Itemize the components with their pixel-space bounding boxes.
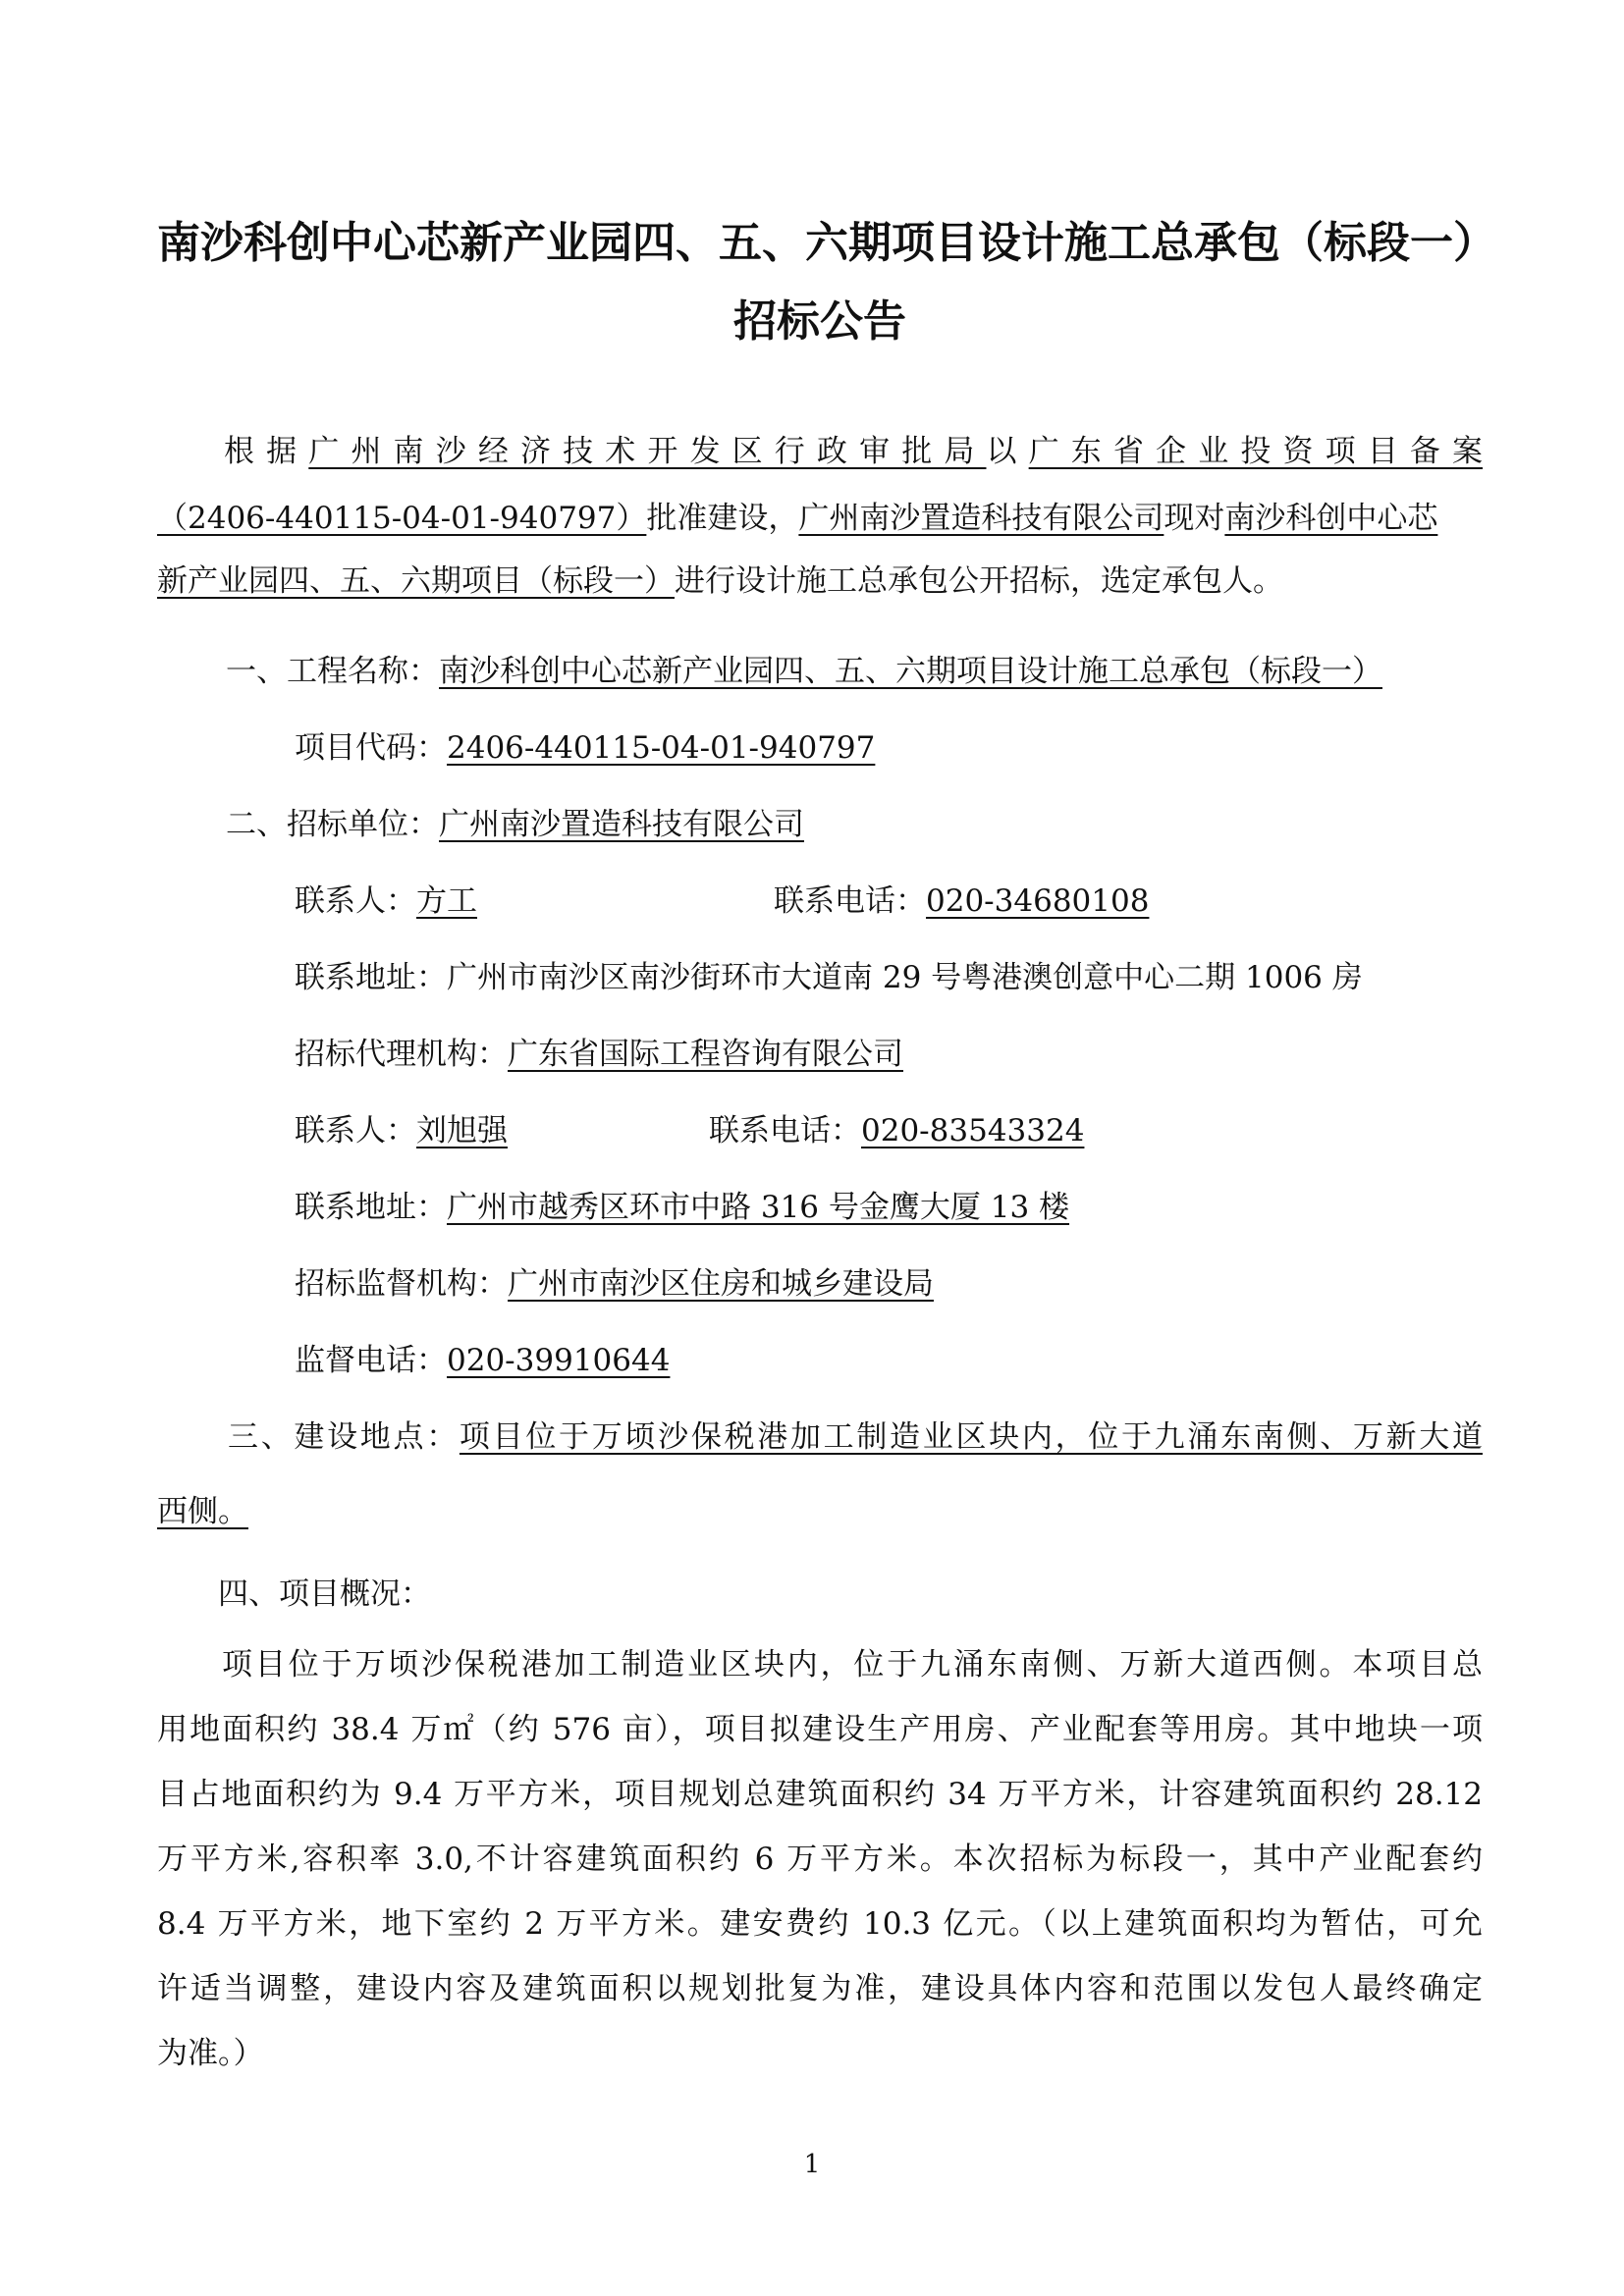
document-title-line-1: 南沙科创中心芯新产业园四、五、六期项目设计施工总承包（标段一） bbox=[157, 218, 1496, 268]
intro-text-3: 批准建设， bbox=[646, 501, 799, 536]
section-3-location-line-1 bbox=[157, 1417, 1483, 1457]
intro-text-5: 进行设计施工总承包公开招标，选定承包人。 bbox=[675, 563, 1283, 599]
agency-label: 招标代理机构： bbox=[295, 1037, 508, 1072]
address-value: 广州市南沙区南沙街环市大道南 29 号粤港澳创意中心二期 1006 房 bbox=[447, 960, 1363, 995]
overview-line-6: 许适当调整，建设内容及建筑面积以规划批复为准，建设具体内容和范围以发包人最终确定 bbox=[157, 1971, 1483, 2006]
tenderer-value: 广州南沙置造科技有限公司 bbox=[439, 807, 804, 842]
approval-document: 广东省企业投资项目备案 bbox=[1028, 434, 1484, 469]
project-name-value: 南沙科创中心芯新产业园四、五、六期项目设计施工总承包（标段一） bbox=[439, 654, 1382, 689]
overview-line-1: 项目位于万顷沙保税港加工制造业区块内，位于九涌东南侧、万新大道西侧。本项目总 bbox=[222, 1647, 1483, 1682]
tenderer-phone-row bbox=[774, 881, 1461, 921]
project-name-part-1: 南沙科创中心芯 bbox=[1224, 501, 1438, 536]
supervisor-phone-value: 020-39910644 bbox=[447, 1343, 671, 1378]
overview-line-3: 目占地面积约为 9.4 万平方米，项目规划总建筑面积约 34 万平方米，计容建筑面积约 28.12 bbox=[157, 1777, 1483, 1812]
section-1-project-name bbox=[157, 652, 1551, 691]
address-label: 联系地址： bbox=[295, 960, 447, 995]
agency-phone-label: 联系电话： bbox=[709, 1113, 861, 1148]
section-1-label: 一、工程名称： bbox=[226, 654, 439, 689]
supervisor-label: 招标监督机构： bbox=[295, 1266, 508, 1302]
section-3-label: 三、建设地点： bbox=[228, 1419, 460, 1455]
owner-company: 广州南沙置造科技有限公司 bbox=[798, 501, 1164, 536]
phone-value: 020-34680108 bbox=[926, 883, 1150, 919]
agency-phone-row bbox=[709, 1111, 1455, 1150]
agency-address-value: 广州市越秀区环市中路 316 号金鹰大厦 13 楼 bbox=[447, 1190, 1070, 1225]
supervisor-phone-row bbox=[157, 1341, 1620, 1380]
project-code-value: 2406-440115-04-01-940797 bbox=[447, 730, 876, 766]
agency-phone-value: 020-83543324 bbox=[861, 1113, 1085, 1148]
section-4-heading bbox=[157, 1575, 1543, 1614]
agency-value: 广东省国际工程咨询有限公司 bbox=[508, 1037, 903, 1072]
section-2-label: 二、招标单位： bbox=[226, 807, 439, 842]
overview-line-4: 万平方米,容积率 3.0,不计容建筑面积约 6 万平方米。本次招标为标段一，其中产业配套约 bbox=[157, 1842, 1483, 1877]
document-title-line-2: 招标公告 bbox=[733, 296, 906, 347]
supervisor-phone-label: 监督电话： bbox=[295, 1343, 447, 1378]
section-3-location-line-2 bbox=[157, 1492, 1483, 1531]
overview-line-5: 8.4 万平方米，地下室约 2 万平方米。建安费约 10.3 亿元。（以上建筑面积均为暂估，可允 bbox=[157, 1906, 1483, 1942]
overview-line-2: 用地面积约 38.4 万㎡（约 576 亩），项目拟建设生产用房、产业配套等用房。其中地块一项 bbox=[157, 1712, 1483, 1747]
intro-line-1 bbox=[157, 432, 1483, 471]
intro-line-3 bbox=[157, 561, 1483, 601]
agency-address-label: 联系地址： bbox=[295, 1190, 447, 1225]
location-value-line-2: 西侧。 bbox=[157, 1494, 248, 1529]
agency-row bbox=[157, 1035, 1620, 1074]
contact-label: 联系人： bbox=[295, 883, 416, 919]
intro-text-1: 根据 bbox=[224, 434, 309, 469]
overview-line-7: 为准。） bbox=[157, 2036, 264, 2071]
intro-text-2: 以 bbox=[986, 434, 1029, 469]
page-number: 1 bbox=[803, 2150, 821, 2179]
project-code-label: 项目代码： bbox=[295, 730, 447, 766]
approval-code: （2406-440115-04-01-940797） bbox=[157, 501, 647, 536]
intro-line-2 bbox=[157, 499, 1483, 538]
contact-value: 方工 bbox=[416, 883, 477, 919]
supervisor-row bbox=[157, 1264, 1620, 1304]
section-4-label: 四、项目概况： bbox=[218, 1576, 431, 1612]
section-2-tenderer bbox=[157, 805, 1551, 844]
agency-contact-value: 刘旭强 bbox=[416, 1113, 508, 1148]
tenderer-address-row bbox=[157, 958, 1620, 997]
project-code-row bbox=[157, 728, 1620, 768]
phone-label: 联系电话： bbox=[774, 883, 926, 919]
approval-authority: 广州南沙经济技术开发区行政审批局 bbox=[308, 434, 987, 469]
location-value-line-1: 项目位于万顷沙保税港加工制造业区块内，位于九涌东南侧、万新大道 bbox=[459, 1419, 1483, 1455]
project-name-part-2: 新产业园四、五、六期项目（标段一） bbox=[157, 563, 675, 599]
intro-text-4: 现对 bbox=[1164, 501, 1225, 536]
agency-address-row bbox=[157, 1188, 1620, 1227]
agency-contact-label: 联系人： bbox=[295, 1113, 416, 1148]
supervisor-value: 广州市南沙区住房和城乡建设局 bbox=[508, 1266, 934, 1302]
